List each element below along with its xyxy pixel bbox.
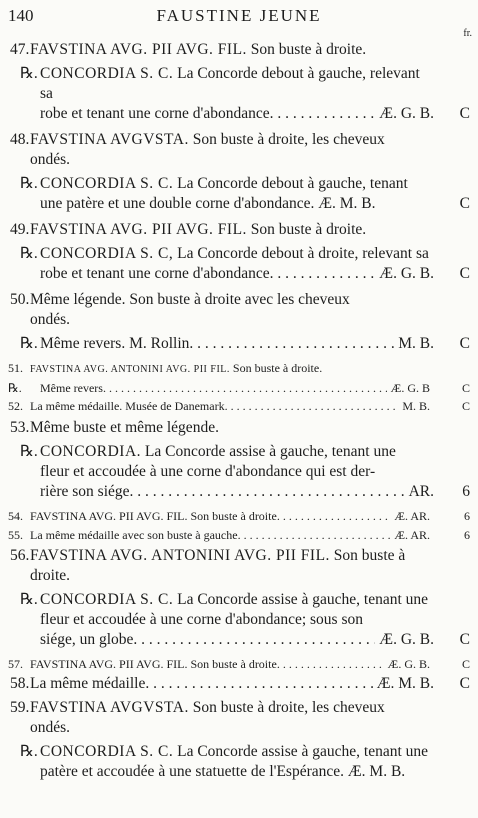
description-text: FAVSTINA AVG. PII AVG. FIL. Son buste à droite — [30, 509, 277, 523]
entry-text — [30, 656, 430, 672]
legend-inscription: CONCORDIA S. C, — [40, 245, 174, 262]
entry-line — [30, 546, 434, 566]
price-value: C — [461, 657, 470, 671]
description-text: ondés. — [30, 311, 71, 328]
price-value: C — [459, 675, 470, 692]
price-value: 6 — [462, 483, 470, 500]
metal-and-size: M. B. — [394, 334, 434, 354]
metal-and-size: Æ. G. B. — [375, 104, 434, 124]
entry-line — [30, 418, 434, 438]
entry-text — [30, 360, 430, 378]
entry-line — [30, 718, 434, 738]
entry-closing-line — [30, 656, 430, 672]
description-text: fleur et accoudée à une corne d'abondance; sous son — [40, 611, 363, 628]
entry-closing-line — [30, 527, 430, 543]
catalogue-entry — [0, 398, 478, 414]
metal-and-size: M. B. — [398, 398, 430, 414]
catalogue-entry — [0, 546, 478, 586]
entry-line — [30, 40, 434, 60]
entry-text — [40, 64, 434, 124]
entry-line — [40, 462, 434, 482]
dot-leader — [225, 398, 399, 414]
entry-number: 58. — [10, 675, 30, 692]
entry-line — [30, 698, 434, 718]
metal-and-size: Æ. G. B — [387, 380, 430, 396]
entry-number: 55. — [8, 528, 23, 542]
reverse-marker: ℞. — [20, 175, 38, 192]
dot-leader — [133, 630, 375, 650]
catalogue-entry — [0, 442, 478, 502]
entry-number: 53. — [10, 419, 30, 436]
page-header — [0, 6, 478, 39]
catalogue-entries — [0, 40, 478, 786]
description-text: Même légende. Son buste à droite avec les cheveux — [30, 291, 350, 308]
legend-inscription: CONCORDIA S. C. — [40, 65, 174, 82]
entry-text — [40, 742, 434, 782]
dot-leader — [103, 380, 387, 396]
description-text: fleur et accoudée à une corne d'abondance qui est der- — [40, 463, 376, 480]
price-value: C — [461, 399, 470, 413]
description-text: Son buste à droite, les cheveux — [188, 699, 385, 716]
entry-closing-line — [40, 482, 434, 502]
entry-text — [30, 546, 434, 586]
page-number: 140 — [8, 6, 34, 25]
reverse-marker: ℞. — [20, 335, 38, 352]
description-text: La même médaille avec son buste à gauche — [30, 528, 238, 542]
running-title: FAUSTINE JEUNE — [156, 6, 322, 25]
description-text: Son buste à droite. — [229, 361, 323, 375]
reverse-marker: ℞. — [20, 591, 38, 608]
reverse-marker: ℞. — [20, 245, 38, 262]
entry-closing-line — [40, 104, 434, 124]
description-text: droite. — [30, 567, 71, 584]
entry-number: 50. — [10, 291, 30, 308]
dot-leader — [270, 104, 376, 124]
dot-leader — [189, 334, 394, 354]
entry-line — [40, 174, 434, 194]
entry-line — [40, 590, 434, 610]
description-text: Son buste à — [329, 547, 406, 564]
dot-leader — [277, 508, 391, 524]
entry-text — [30, 674, 434, 694]
catalogue-entry — [0, 334, 478, 354]
description-text: Son buste à droite, les cheveux — [188, 131, 385, 148]
dot-leader — [277, 656, 384, 672]
reverse-marker: ℞. — [20, 65, 38, 82]
reverse-marker: ℞. — [8, 381, 22, 395]
entry-number: 49. — [10, 221, 30, 238]
entry-number: 47. — [10, 41, 30, 58]
entry-text — [30, 508, 430, 524]
entry-closing-line — [30, 674, 434, 694]
description-text: Même revers. M. Rollin — [40, 335, 190, 352]
entry-number: 57. — [8, 657, 23, 671]
entry-number: 52. — [8, 399, 23, 413]
description-text: Son buste à droite. — [246, 41, 367, 58]
legend-inscription: FAVSTINA AVG. PII AVG. FIL. — [30, 41, 247, 58]
entry-text — [30, 220, 434, 240]
entry-line — [30, 290, 434, 310]
description-text: FAVSTINA AVG. PII AVG. FIL. Son buste à droite — [30, 657, 277, 671]
entry-line — [40, 64, 434, 104]
description-text: La Concorde debout à gauche, relevant sa — [40, 65, 420, 102]
legend-inscription: FAVSTINA AVG. ANTONINI AVG. PII FIL. — [30, 364, 230, 375]
catalogue-entry — [0, 698, 478, 738]
description-text: Son buste à droite. — [246, 221, 367, 238]
metal-and-size: AR. — [405, 482, 434, 502]
entry-text — [40, 334, 434, 354]
entry-line — [30, 360, 430, 378]
entry-closing-line — [40, 380, 430, 396]
catalogue-entry — [0, 380, 478, 396]
description-text: siége, un globe — [40, 631, 134, 648]
entry-text — [30, 130, 434, 170]
description-text: ondés. — [30, 151, 71, 168]
description-text: patère et accoudée à une statuette de l'Espérance. Æ. M. B. — [40, 763, 406, 780]
price-value: C — [459, 105, 470, 122]
description-text: La Concorde debout à gauche, tenant — [173, 175, 408, 192]
dot-leader — [238, 527, 391, 543]
entry-line — [40, 610, 434, 630]
legend-inscription: FAVSTINA AVGVSTA. — [30, 131, 189, 148]
description-text: rière son siége — [40, 483, 130, 500]
price-value: C — [459, 265, 470, 282]
metal-and-size: Æ. AR. — [390, 508, 430, 524]
entry-closing-line — [30, 398, 430, 414]
entry-number: 48. — [10, 131, 30, 148]
legend-inscription: FAVSTINA AVG. ANTONINI AVG. PII FIL. — [30, 547, 330, 564]
entry-number: 59. — [10, 699, 30, 716]
description-text: La Concorde assise à gauche, tenant une — [173, 591, 429, 608]
metal-and-size: Æ. G. B. — [384, 656, 430, 672]
catalogue-entry — [0, 527, 478, 543]
entry-text — [30, 527, 430, 543]
entry-line — [40, 194, 434, 214]
price-value: C — [459, 195, 470, 212]
entry-line — [30, 220, 434, 240]
entry-line — [40, 244, 434, 264]
entry-number: 56. — [10, 547, 30, 564]
description-text: La même médaille. Musée de Danemark — [30, 399, 225, 413]
legend-inscription: FAVSTINA AVG. PII AVG. FIL. — [30, 221, 247, 238]
description-text: ondés. — [30, 719, 71, 736]
description-text: robe et tenant une corne d'abondance — [40, 105, 270, 122]
description-text: La Concorde debout à droite, relevant sa — [173, 245, 429, 262]
reverse-marker: ℞. — [20, 443, 38, 460]
metal-and-size: Æ. G. B. — [375, 264, 434, 284]
entry-text — [30, 698, 434, 738]
description-text: Même buste et même légende. — [30, 419, 219, 436]
legend-inscription: CONCORDIA S. C. — [40, 175, 174, 192]
price-value: C — [459, 335, 470, 352]
price-value: C — [461, 381, 470, 395]
legend-inscription: CONCORDIA S. C. — [40, 743, 174, 760]
entry-text — [30, 290, 434, 330]
catalogue-entry — [0, 174, 478, 214]
description-text: robe et tenant une corne d'abondance — [40, 265, 270, 282]
entry-closing-line — [40, 630, 434, 650]
entry-line — [40, 442, 434, 462]
legend-inscription: CONCORDIA. — [40, 443, 142, 460]
entry-line — [30, 310, 434, 330]
entry-line — [40, 762, 434, 782]
description-text: La même médaille — [30, 675, 146, 692]
legend-inscription: CONCORDIA S. C. — [40, 591, 174, 608]
legend-inscription: FAVSTINA AVGVSTA. — [30, 699, 189, 716]
entry-line — [30, 150, 434, 170]
metal-and-size: Æ. AR. — [390, 527, 430, 543]
catalogue-entry — [0, 742, 478, 782]
entry-number: 51. — [8, 361, 23, 375]
entry-closing-line — [30, 508, 430, 524]
catalogue-entry — [0, 656, 478, 672]
catalogue-entry — [0, 244, 478, 284]
price-value: 6 — [464, 528, 470, 542]
catalogue-entry — [0, 220, 478, 240]
entry-text — [30, 398, 430, 414]
description-text: Même revers — [40, 381, 103, 395]
entry-text — [30, 418, 434, 438]
entry-text — [30, 40, 434, 60]
entry-closing-line — [40, 264, 434, 284]
entry-line — [30, 130, 434, 150]
description-text: La Concorde assise à gauche, tenant une — [141, 443, 396, 460]
catalogue-entry — [0, 508, 478, 524]
dot-leader — [145, 674, 372, 694]
entry-text — [40, 244, 434, 284]
entry-text — [40, 442, 434, 502]
price-value: C — [459, 631, 470, 648]
entry-text — [40, 590, 434, 650]
catalogue-entry — [0, 360, 478, 378]
metal-and-size: Æ. M. B. — [373, 674, 434, 694]
entry-line — [30, 566, 434, 586]
catalogue-entry — [0, 590, 478, 650]
entry-number: 54. — [8, 509, 23, 523]
catalogue-entry — [0, 40, 478, 60]
entry-line — [40, 742, 434, 762]
entry-closing-line — [40, 334, 434, 354]
catalogue-entry — [0, 674, 478, 694]
price-value: 6 — [464, 509, 470, 523]
description-text: une patère et une double corne d'abondance. Æ. M. B. — [40, 195, 376, 212]
price-column-label: fr. — [463, 28, 472, 39]
reverse-marker: ℞. — [20, 743, 38, 760]
metal-and-size: Æ. G. B. — [375, 630, 434, 650]
dot-leader — [270, 264, 376, 284]
entry-text — [40, 380, 430, 396]
catalogue-entry — [0, 130, 478, 170]
catalogue-entry — [0, 290, 478, 330]
catalogue-entry — [0, 418, 478, 438]
dot-leader — [130, 482, 405, 502]
entry-text — [40, 174, 434, 214]
description-text: La Concorde assise à gauche, tenant une — [173, 743, 429, 760]
catalogue-entry — [0, 64, 478, 124]
